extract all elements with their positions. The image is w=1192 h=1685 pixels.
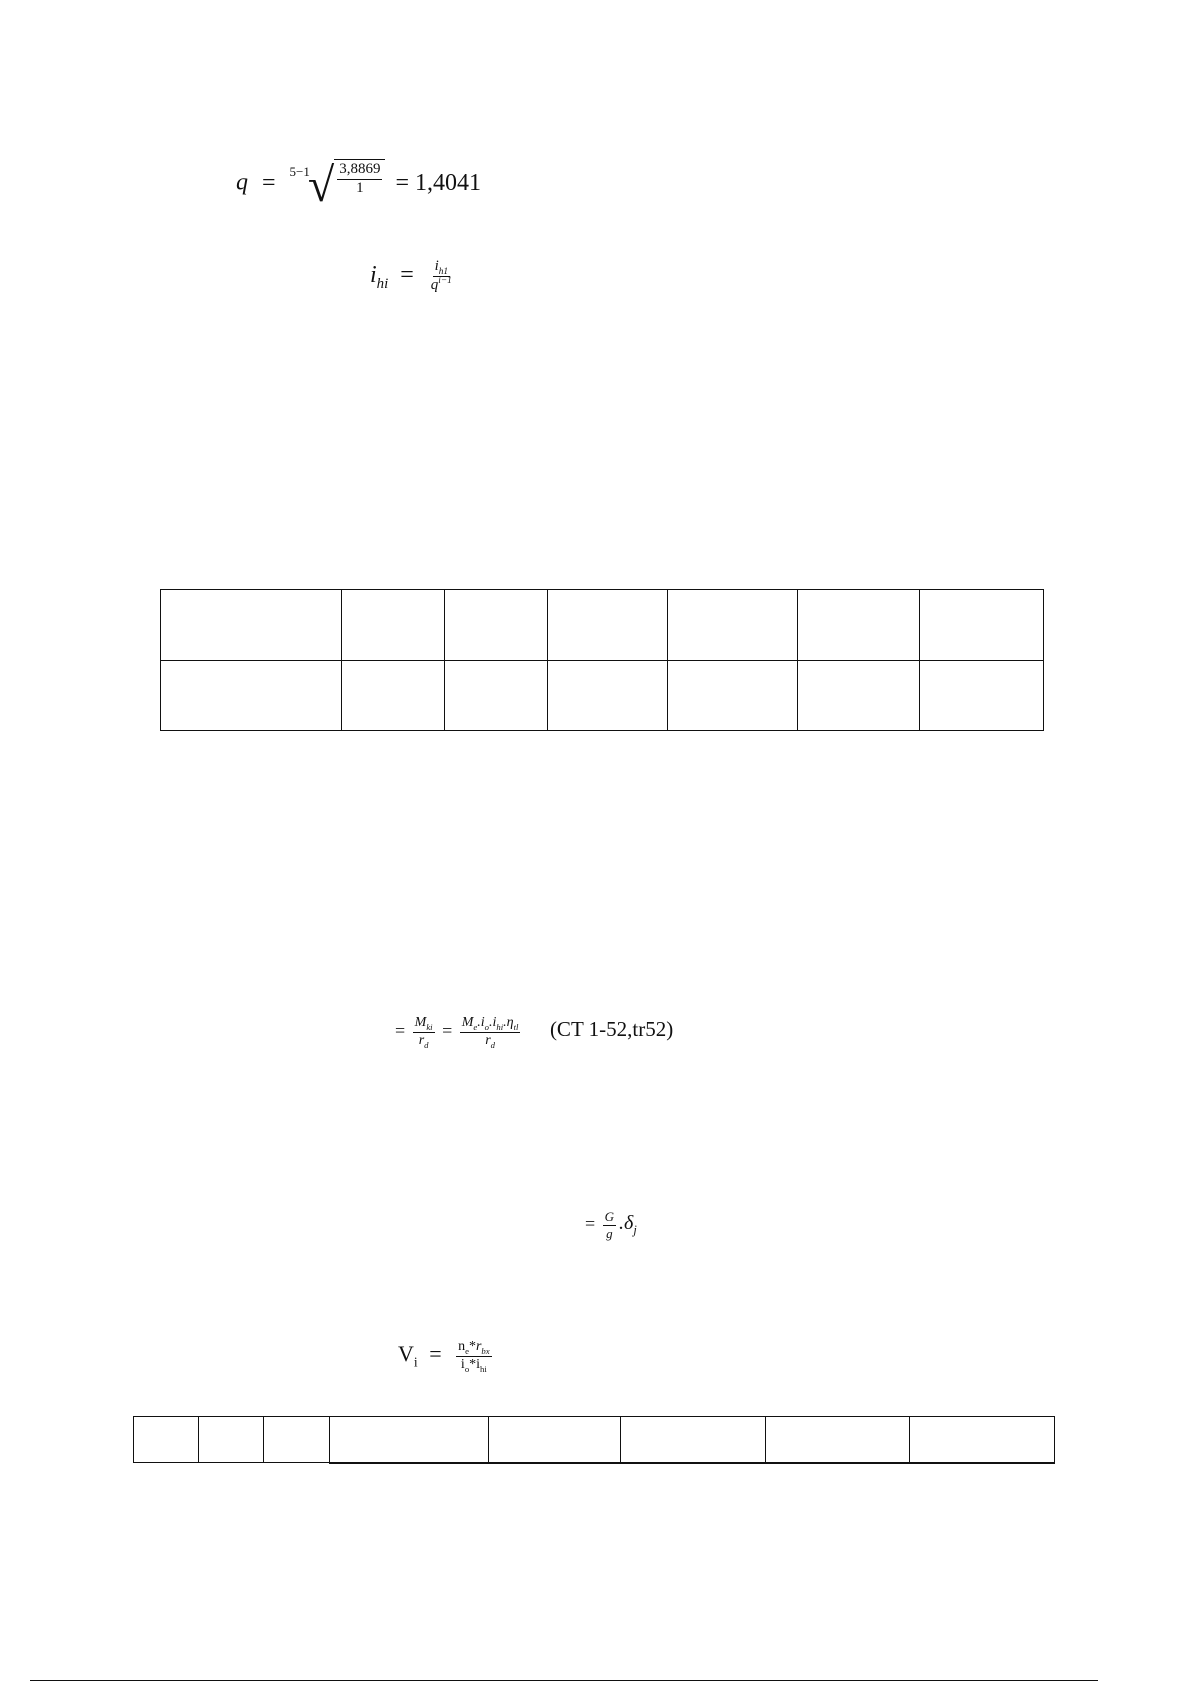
table-cell — [329, 1417, 488, 1463]
formula-q-numerator: 3,8869 — [337, 162, 382, 180]
table-cell — [798, 661, 920, 731]
formula-traction-eq1: = — [395, 1020, 406, 1041]
table-cell — [668, 590, 798, 661]
radical-sign: √ — [307, 159, 335, 212]
formula-q-root-index: 5−1 — [289, 163, 310, 179]
formula-traction-eq2: = — [442, 1020, 453, 1041]
formula-ihi-numerator: $i_{h1}$ — [434, 258, 449, 277]
table-cell — [488, 1417, 621, 1463]
table-cell — [668, 661, 798, 731]
formula-ihi-fraction — [429, 259, 454, 294]
table-cell — [920, 661, 1044, 731]
table-row — [134, 1417, 1055, 1463]
formula-q — [236, 159, 482, 212]
formula-mass-tail: $.\delta_j$ — [619, 1212, 637, 1238]
formula-q-lhs: q — [236, 169, 248, 196]
formula-mass-fraction: $\frac{G}{g}$ — [604, 1209, 615, 1241]
formula-ihi-lhs: $i_{hi}$ — [370, 261, 389, 292]
table-cell — [798, 590, 920, 661]
formula-traction-frac1: $\frac{M_{ki}}{r_d}$ — [414, 1015, 433, 1050]
formula-q-radicand — [334, 159, 385, 197]
formula-ihi — [370, 259, 457, 294]
ratio-table — [160, 589, 1044, 731]
table-cell — [766, 1417, 910, 1463]
formula-velocity-fraction: $\frac{n_e*r_{bx}}{i_o*i_{hi}}$ — [458, 1339, 490, 1374]
formula-q-result: = 1,4041 — [395, 169, 482, 196]
table-cell — [547, 661, 668, 731]
table-cell — [621, 1417, 766, 1463]
formula-q-denominator: 1 — [356, 180, 364, 196]
formula-traction-frac2: $\frac{M_e.i_o.i_{hi}.\eta_{tl}}{r_d}$ — [461, 1015, 519, 1050]
formula-q-equals: = — [262, 169, 276, 196]
formula-traction-force — [395, 1016, 673, 1048]
table-cell — [547, 590, 668, 661]
formula-velocity — [398, 1340, 495, 1372]
table-row — [161, 590, 1044, 661]
footer-divider — [30, 1680, 1098, 1681]
table-cell — [161, 661, 342, 731]
table-cell — [161, 590, 342, 661]
table-cell — [198, 1417, 263, 1463]
formula-velocity-lhs: $V_i$ — [398, 1341, 418, 1370]
table-cell — [134, 1417, 199, 1463]
formula-ihi-equals: = — [400, 261, 414, 288]
table-cell — [910, 1417, 1055, 1463]
formula-mass-equals: = — [585, 1213, 596, 1234]
table-row — [161, 661, 1044, 731]
formula-velocity-equals: = — [429, 1341, 442, 1367]
table-cell — [920, 590, 1044, 661]
table-cell — [341, 590, 444, 661]
table-cell — [341, 661, 444, 731]
table-cell — [444, 590, 547, 661]
formula-mass — [585, 1210, 637, 1240]
velocity-table — [133, 1416, 1055, 1464]
formula-traction-reference: (CT 1-52,tr52) — [549, 1017, 674, 1042]
table-cell — [263, 1417, 329, 1463]
formula-ihi-denominator: $q^{i-1}$ — [430, 275, 452, 293]
table-cell — [444, 661, 547, 731]
